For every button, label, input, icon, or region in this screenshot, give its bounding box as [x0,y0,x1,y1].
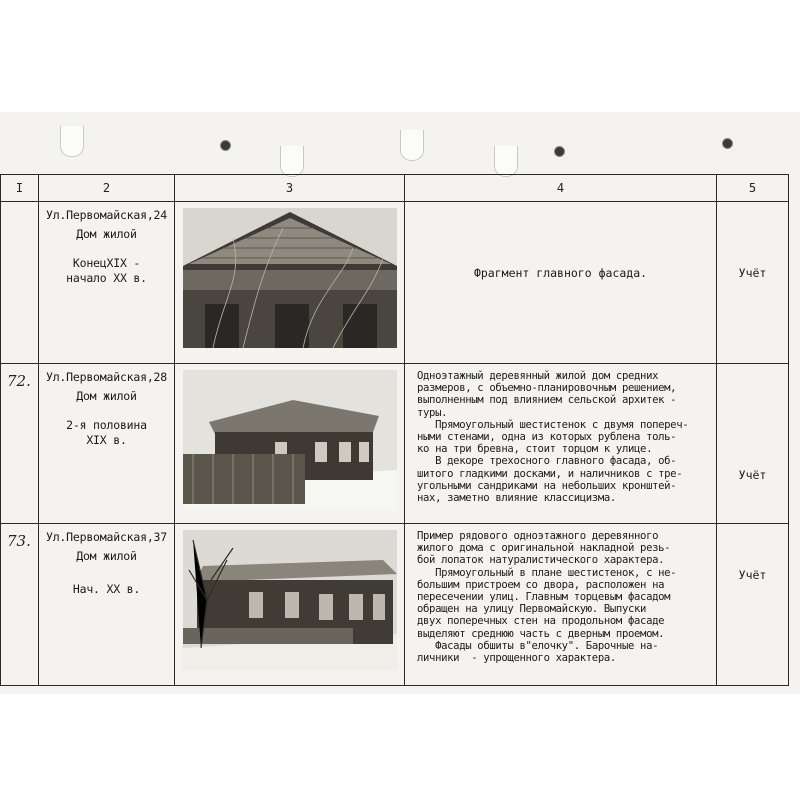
col-header: I [1,175,39,202]
binder-hole [220,140,231,151]
date [39,418,174,448]
binding-tab [60,126,84,157]
binder-hole [554,146,565,157]
date-line: КонецXIX - [72,256,141,270]
date [39,256,174,286]
binding-tab [400,130,424,161]
address: Ул.Первомайская,28 [45,370,168,384]
house-facade-fragment-photo [183,208,397,348]
binding-tab [494,146,518,177]
table-row [1,202,789,364]
address: Ул.Первомайская,24 [45,208,168,222]
date-line: 2-я половина [66,418,147,432]
row-number-cell [1,202,39,364]
house-photo [183,530,397,670]
address-cell [39,202,175,364]
header-row [1,175,789,202]
photo-cell [175,524,405,686]
address-cell [39,364,175,524]
description: Одноэтажный деревянный жилой дом средних размеров, с объемно-планировочным решением, выполненным под влиянием сельской архитек - туры. Прямоугольный шестистенок с двумя попереч- ными стенами, одна из которых рублена толь- ко на три бревна, стоит торцом к улице. В декоре трехосного главного фасада, об- шитого гладкими досками, и наличников с тре- угольными сандриками на небольших кронштей- нах, заметно влияние классицизма. [417,370,689,505]
description-cell [405,524,717,686]
photo-cell [175,364,405,524]
binder-hole [722,138,733,149]
date-line: Нач. XX в. [72,582,141,596]
photo-cell [175,202,405,364]
building-type: Дом жилой [76,389,137,403]
description-cell [405,202,717,364]
date-line: XIX в. [86,433,127,447]
row-number-cell [1,364,39,524]
status-cell [717,202,789,364]
table-row [1,364,789,524]
date-line: начало XX в. [66,271,147,285]
building-type: Дом жилой [76,549,137,563]
description-cell [405,364,717,524]
status-cell [717,524,789,686]
status: Учёт [738,266,767,280]
row-number-cell [1,524,39,686]
col-header: 3 [175,175,405,202]
row-number: 72. [7,372,31,390]
house-photo [183,370,397,510]
date [39,582,174,597]
row-number: 73. [7,532,31,550]
status: Учёт [738,568,767,582]
building-type: Дом жилой [76,227,137,241]
col-header: 5 [717,175,789,202]
status-cell [717,364,789,524]
col-header: 4 [405,175,717,202]
description: Пример рядового одноэтажного деревянного жилого дома с оригинальной накладной резь- бой лопаток натуралистического характера. Прямоугольный в плане шестистенок, с не- большим пристроем со двора, расположен на пересечении улиц. Главным торцевым фасадом обращен на улицу Первомайскую. Выпуски двух поперечных стен на продольном фасаде выделяют среднюю часть с дверным проемом. Фасады обшиты в"елочку". Барочные на- личники - упрощенного характера. [417,530,677,665]
binding-tab [280,146,304,177]
table-row [1,524,789,686]
address-cell [39,524,175,686]
col-header: 2 [39,175,175,202]
inventory-table [0,174,789,686]
status: Учёт [738,468,767,482]
photo-caption: Фрагмент главного фасада. [473,266,648,280]
address: Ул.Первомайская,37 [45,530,168,544]
